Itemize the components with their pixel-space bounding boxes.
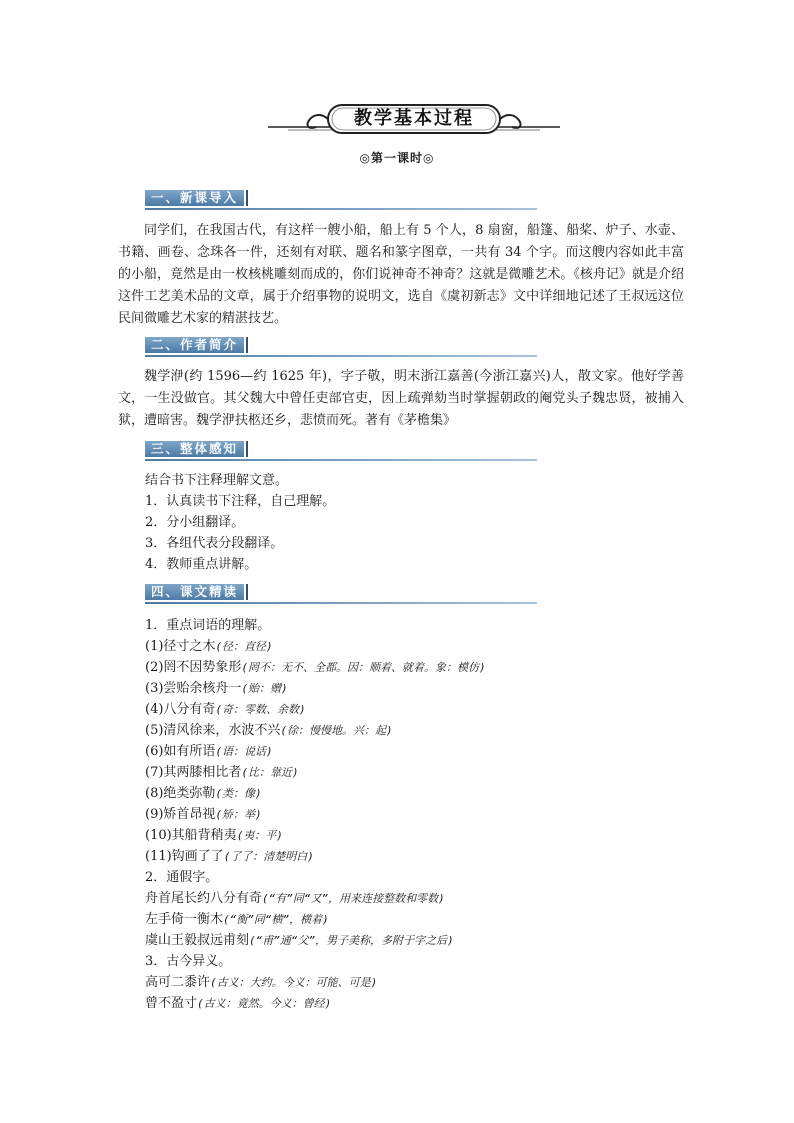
reading-item: 2．通假字。 bbox=[145, 870, 219, 885]
reading-item: (7)其两膝相比者(比：靠近) bbox=[145, 765, 299, 780]
reading-item: (10)其船背稍夷(夷：平) bbox=[145, 828, 283, 843]
section-header-label: 二、作者简介 bbox=[145, 337, 246, 353]
section-header-rule bbox=[145, 602, 537, 604]
reading-item: 3．古今异义。 bbox=[145, 954, 232, 969]
title-banner bbox=[268, 103, 560, 135]
reading-item: (11)钩画了了(了了：清楚明白) bbox=[145, 849, 314, 864]
section-header-label: 四、课文精读 bbox=[145, 584, 246, 600]
overview-line: 3．各组代表分段翻译。 bbox=[145, 536, 284, 551]
reading-item: (2)罔不因势象形(罔不：无不、全都。因：顺着、就着。象：模仿) bbox=[145, 660, 486, 675]
reading-item: (3)尝贻余核舟一(贻：赠) bbox=[145, 681, 288, 696]
section-header-label: 一、新课导入 bbox=[145, 190, 246, 206]
reading-item: 1．重点词语的理解。 bbox=[145, 618, 271, 633]
reading-item: 舟首尾长约八分有奇(“有”同“又”，用来连接整数和零数) bbox=[145, 891, 445, 906]
reading-item: 高可二黍许(古义：大约。今义：可能、可是) bbox=[145, 975, 378, 990]
reading-item: (9)矫首昂视(矫：举) bbox=[145, 807, 262, 822]
overview-line: 4．教师重点讲解。 bbox=[145, 557, 258, 572]
reading-item: 左手倚一衡木(“衡”同“横”，横着) bbox=[145, 912, 329, 927]
author-paragraph: 魏学洢(约 1596—约 1625 年)，字子敬，明末浙江嘉善(今浙江嘉兴)人，散文家。他好学善文，一生没做官。其父魏大中曾任吏部官吏，因上疏弹劾当时掌握朝政的阉党头子魏忠贤，被捕入狱，遭暗害。魏学洢扶柩还乡，悲愤而死。著有《茅檐集》 bbox=[118, 369, 684, 428]
page-title: 教学基本过程 bbox=[354, 108, 474, 129]
lesson-period: ◎第一课时◎ bbox=[359, 151, 435, 165]
intro-paragraph: 同学们，在我国古代，有这样一艘小船，船上有 5 个人，8 扇窗，船篷、船桨、炉子、水壶、书籍、画卷、念珠各一件，还刻有对联、题名和篆字图章，一共有 34 个字。而这艘内容如此丰富的小船，竟然是由一枚核桃雕刻而成的，你们说神奇不神奇？这就是微雕艺术。《核舟记》就是介绍这件工艺美术品的文章，属于介绍事物的说明文，选自《虞初新志》文中详细地记述了王叔远这位民间微雕艺术家的精湛技艺。 bbox=[118, 223, 684, 326]
overview-line: 结合书下注释理解文意。 bbox=[145, 473, 289, 488]
section-header-label: 三、整体感知 bbox=[145, 441, 246, 457]
section-header-rule bbox=[145, 355, 537, 357]
overview-line: 1．认真读书下注释，自己理解。 bbox=[145, 494, 336, 509]
reading-item: (8)绝类弥勒(类：像) bbox=[145, 786, 262, 801]
reading-item: 虞山王毅叔远甫刻(“甫”通“父”，男子美称，多附于字之后) bbox=[145, 933, 454, 948]
reading-item: (6)如有所语(语：说话) bbox=[145, 744, 273, 759]
section-header-overview bbox=[145, 441, 537, 463]
section-header-author bbox=[145, 337, 537, 359]
section-header-rule bbox=[145, 459, 537, 461]
reading-item: (4)八分有奇(奇：零数、余数) bbox=[145, 702, 306, 717]
section-header-intro bbox=[145, 190, 537, 212]
reading-item: 曾不盈寸(古义：竟然。今义：曾经) bbox=[145, 996, 332, 1011]
section-header-close-reading bbox=[145, 584, 537, 606]
reading-item: (1)径寸之木(径：直径) bbox=[145, 639, 273, 654]
section-header-rule bbox=[145, 208, 537, 210]
overview-line: 2．分小组翻译。 bbox=[145, 515, 245, 530]
reading-item: (5)清风徐来，水波不兴(徐：慢慢地。兴：起) bbox=[145, 723, 393, 738]
